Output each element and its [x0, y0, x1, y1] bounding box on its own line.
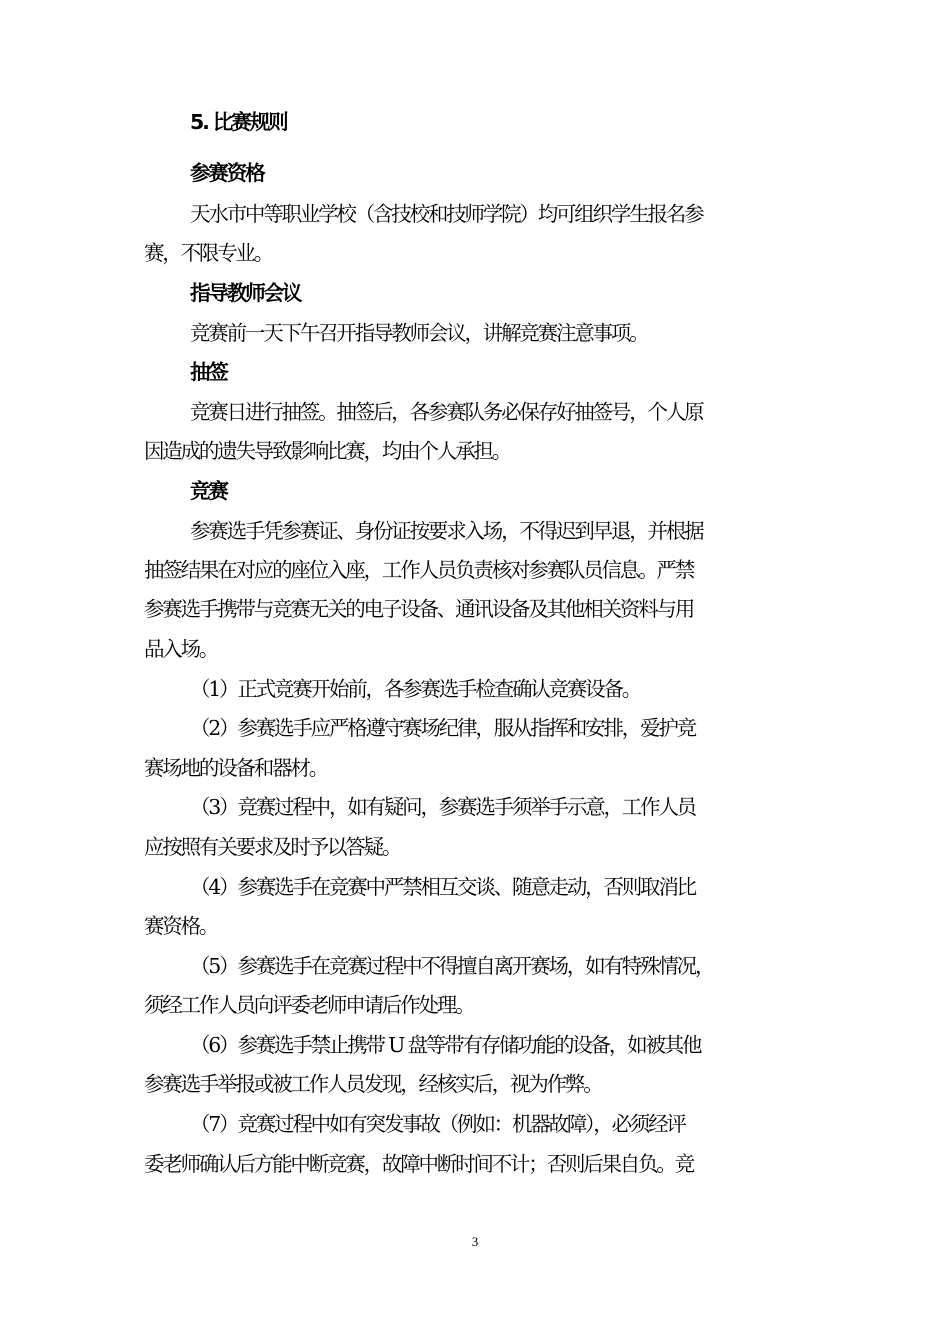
heading-draw: 抽签	[190, 360, 227, 384]
paragraph-line: 参赛选手凭参赛证、身份证按要求入场，不得迟到早退，并根据	[190, 519, 703, 543]
list-item: （1）正式竞赛开始前，各参赛选手检查确认竞赛设备。	[190, 677, 641, 701]
paragraph-line: 竞赛日进行抽签。抽签后，各参赛队务必保存好抽签号，个人原	[190, 400, 703, 424]
list-item: （2）参赛选手应严格遵守赛场纪律，服从指挥和安排，爱护竞	[190, 716, 695, 740]
list-item: （5）参赛选手在竞赛过程中不得擅自离开赛场，如有特殊情况，	[190, 954, 714, 978]
paragraph-line: 天水市中等职业学校（含技校和技师学院）均可组织学生报名参	[190, 202, 703, 226]
list-item-continuation: 赛场地的设备和器材。	[144, 756, 327, 780]
list-item-continuation: 参赛选手举报或被工作人员发现，经核实后，视为作弊。	[144, 1072, 602, 1096]
list-item: （7）竞赛过程中如有突发事故（例如：机器故障），必须经评	[190, 1112, 685, 1136]
paragraph-line: 因造成的遗失导致影响比赛，均由个人承担。	[144, 439, 510, 463]
list-item-continuation: 应按照有关要求及时予以答疑。	[144, 835, 401, 859]
heading-eligibility: 参赛资格	[190, 161, 264, 185]
paragraph-line: 参赛选手携带与竞赛无关的电子设备、通讯设备及其他相关资料与用	[144, 597, 693, 621]
list-item: （6）参赛选手禁止携带 U 盘等带有存储功能的设备，如被其他	[190, 1033, 701, 1057]
paragraph-line: 赛，不限专业。	[144, 241, 273, 265]
heading-meeting: 指导教师会议	[190, 281, 301, 305]
list-item: （3）竞赛过程中，如有疑问，参赛选手须举手示意，工作人员	[190, 795, 695, 819]
paragraph-line: 抽签结果在对应的座位入座，工作人员负责核对参赛队员信息。严禁	[144, 558, 693, 582]
paragraph-line: 竞赛前一天下午召开指导教师会议，讲解竞赛注意事项。	[190, 321, 648, 345]
list-item-continuation: 须经工作人员向评委老师申请后作处理。	[144, 993, 474, 1017]
page-number: 3	[471, 1234, 479, 1249]
list-item-continuation: 赛资格。	[144, 914, 218, 938]
section-title: 5. 比赛规则	[190, 110, 287, 134]
paragraph-line: 品入场。	[144, 637, 218, 661]
heading-competition: 竞赛	[190, 479, 227, 503]
list-item-continuation: 委老师确认后方能中断竞赛，故障中断时间不计；否则后果自负。竞	[144, 1152, 693, 1176]
list-item: （4）参赛选手在竞赛中严禁相互交谈、随意走动，否则取消比	[190, 875, 695, 899]
